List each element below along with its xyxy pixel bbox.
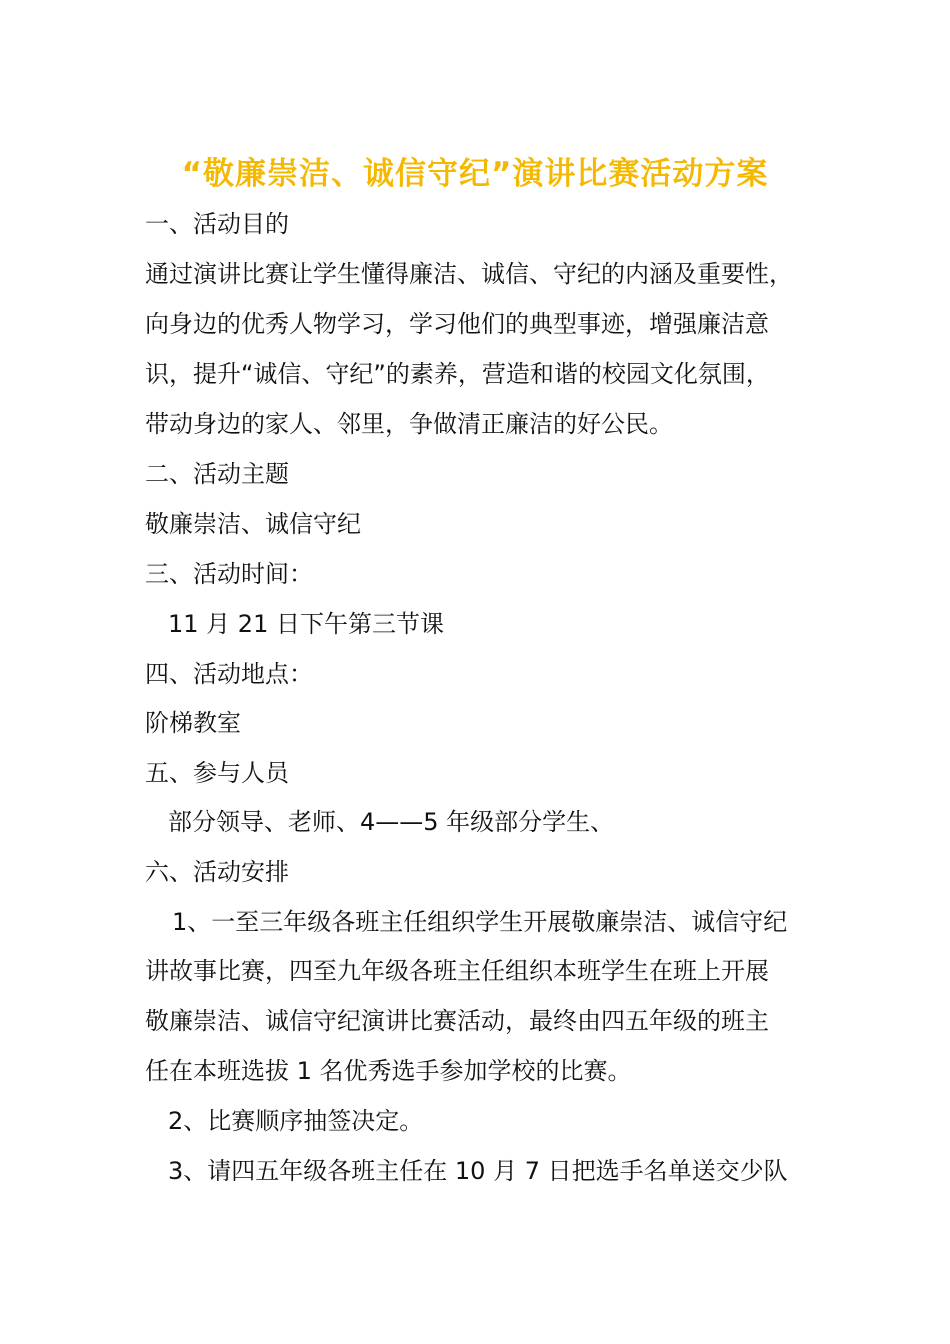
paragraph-line: 带动身边的家人、邻里，争做清正廉洁的好公民。 (145, 410, 673, 438)
section-heading-time: 三、活动时间： (145, 560, 313, 588)
document-title: “敬廉崇洁、诚信守纪”演讲比赛活动方案 (181, 156, 769, 192)
paragraph-line: 讲故事比赛，四至九年级各班主任组织本班学生在班上开展 (145, 957, 769, 985)
paragraph-line: 向身边的优秀人物学习，学习他们的典型事迹，增强廉洁意 (145, 310, 769, 338)
section-heading-purpose: 一、活动目的 (145, 210, 289, 238)
paragraph-line: 11 月 21 日下午第三节课 (168, 610, 444, 638)
paragraph-line: 识，提升“诚信、守纪”的素养，营造和谐的校园文化氛围， (145, 360, 770, 388)
section-heading-participants: 五、参与人员 (145, 759, 289, 787)
paragraph-line: 3、请四五年级各班主任在 10 月 7 日把选手名单送交少队 (168, 1157, 788, 1185)
paragraph-line: 2、比赛顺序抽签决定。 (168, 1107, 424, 1135)
paragraph-line: 阶梯教室 (145, 709, 241, 737)
section-heading-theme: 二、活动主题 (145, 460, 289, 488)
paragraph-line: 部分领导、老师、4——5 年级部分学生、 (168, 808, 615, 836)
paragraph-line: 敬廉崇洁、诚信守纪演讲比赛活动，最终由四五年级的班主 (145, 1007, 769, 1035)
paragraph-line: 敬廉崇洁、诚信守纪 (145, 510, 361, 538)
paragraph-line: 任在本班选拔 1 名优秀选手参加学校的比赛。 (145, 1057, 632, 1085)
paragraph-line: 通过演讲比赛让学生懂得廉洁、诚信、守纪的内涵及重要性， (145, 260, 793, 288)
section-heading-location: 四、活动地点： (145, 660, 313, 688)
paragraph-line: 1、一至三年级各班主任组织学生开展敬廉崇洁、诚信守纪 (172, 908, 788, 936)
section-heading-arrangement: 六、活动安排 (145, 858, 289, 886)
